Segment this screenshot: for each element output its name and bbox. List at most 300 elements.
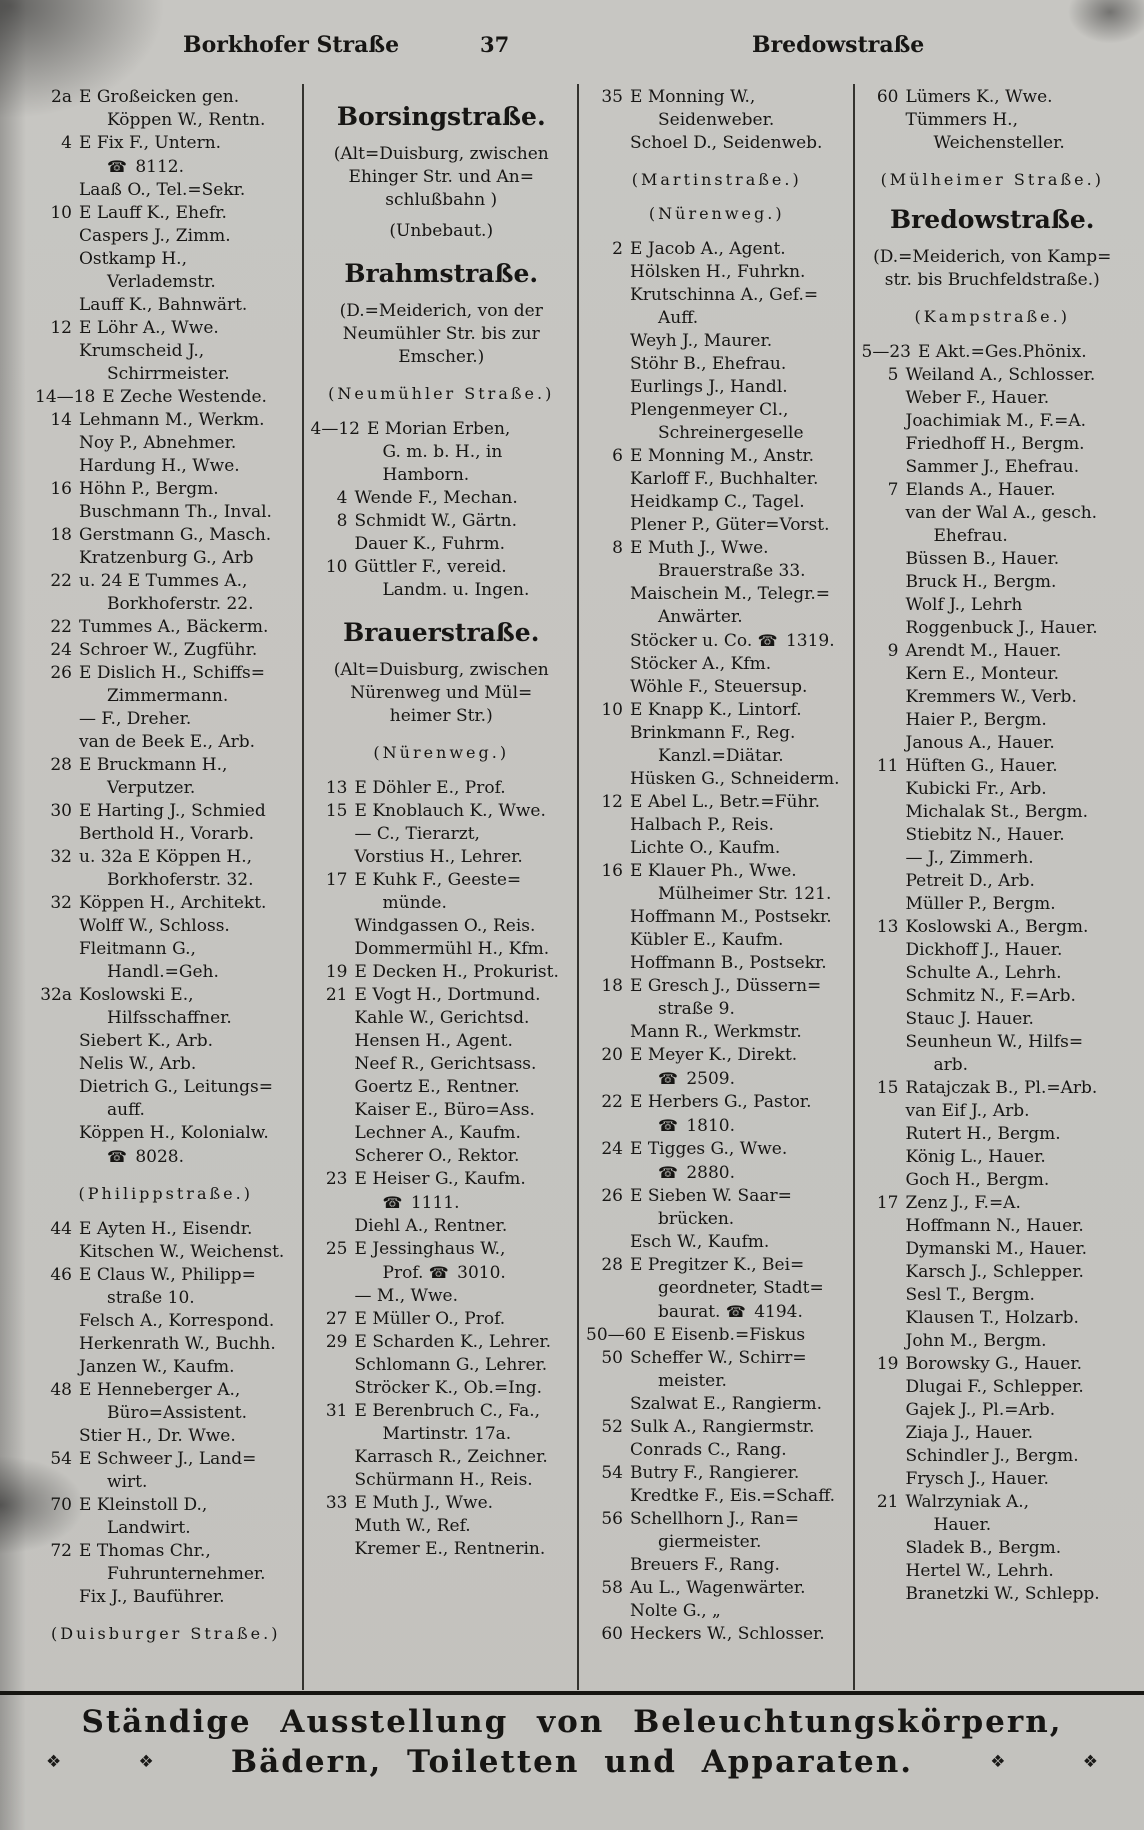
directory-entry [586,1577,848,1623]
directory-entry [586,1091,848,1138]
entry-line: 26 E Dislich H., Schiffs= [35,662,297,685]
entry-line: 2a E Großeicken gen. [35,86,297,109]
house-number: 10 [50,203,72,223]
entry-line: 50 Scheffer W., Schirr= [586,1347,848,1370]
entry-line: Müller P., Bergm. [905,894,1056,914]
house-number: 8 [336,511,348,531]
entry-line: Schirrmeister. [107,364,230,384]
entry-line: Handl.=Geh. [107,962,219,982]
entry-line: Ostkamp H., [79,249,187,269]
house-number: 20 [601,1045,623,1065]
entry-line: Dauer K., Fuhrm. [354,534,506,554]
directory-entry [35,639,297,662]
directory-entry [311,1308,573,1331]
entry-line: Kübler E., Kaufm. [630,930,784,950]
directory-entry [862,479,1124,640]
entry-line: Heidkamp C., Tagel. [630,492,805,512]
entry-line: Prof. ☎ 3010. [382,1263,506,1283]
house-number: 23 [325,1169,348,1189]
house-number: 72 [50,1541,72,1561]
street-description-line: Nürenweg und Mül= [350,683,533,703]
entry-line: 13 E Döhler E., Prof. [311,777,573,800]
entry-line: Esch W., Kaufm. [630,1232,770,1252]
directory-entry [586,1138,848,1185]
entry-line: 16 E Klauer Ph., Wwe. [586,860,848,883]
entry-line: Gajek J., Pl.=Arb. [905,1400,1056,1420]
entry-line: Verputzer. [107,778,196,798]
advertisement-line-1: Ständige Ausstellung von Beleuchtungskörpern, [81,1704,1063,1740]
entry-line: 9 Arendt M., Hauer. [862,640,1124,663]
entry-line: 33 E Muth J., Wwe. [311,1492,573,1515]
phone-icon: ☎ [658,1163,678,1182]
directory-entry [586,1254,848,1324]
directory-entry [586,791,848,860]
entry-line: Janzen W., Kaufm. [79,1357,235,1377]
street-description-line: (Alt=Duisburg, zwischen [333,660,549,680]
entry-line: münde. [382,893,447,913]
directory-entry [311,556,573,602]
directory-entry [862,916,1124,1077]
house-number: 15 [876,1078,899,1098]
entry-line: Ströcker K., Ob.=Ing. [354,1378,543,1398]
entry-line: Köppen W., Rentn. [107,110,266,130]
directory-entry [311,800,573,869]
house-number: 19 [325,962,348,982]
entry-line: — M., Wwe. [354,1286,459,1306]
entry-line: Stöhr B., Ehefrau. [630,354,787,374]
cross-street-note: (Duisburger Straße.) [51,1624,281,1643]
phone-icon: ☎ [382,1193,403,1212]
street-description-line: Emscher.) [398,347,485,367]
advertisement-line-2 [0,1740,1144,1780]
directory-entry [586,699,848,791]
house-number: 50—60 [586,1325,647,1345]
house-number: 14—18 [35,387,96,407]
house-number: 26 [601,1186,623,1206]
column-2 [302,84,578,1690]
entry-line: Conrads C., Rang. [630,1440,787,1460]
directory-entry [35,1448,297,1494]
directory-entry [586,1462,848,1508]
house-number: 19 [876,1354,899,1374]
entry-line: Weichensteller. [933,133,1065,153]
entry-line: Krutschinna A., Gef.= [630,285,819,305]
directory-entry [311,1238,573,1308]
street-description-line: (Alt=Duisburg, zwischen [333,144,549,164]
entry-line: Felsch A., Korrespond. [79,1311,275,1331]
entry-line: Kubicki Fr., Arb. [905,779,1047,799]
entry-line: G. m. b. H., in [382,442,503,462]
entry-line: Joachimiak M., F.=A. [905,411,1087,431]
entry-line: Landm. u. Ingen. [382,580,530,600]
directory-entry [311,961,573,984]
entry-line: Zimmermann. [107,686,229,706]
entry-line: Fix J., Bauführer. [79,1587,225,1607]
entry-line: 15 Ratajczak B., Pl.=Arb. [862,1077,1124,1100]
column-3 [577,84,853,1690]
entry-line: Mülheimer Str. 121. [658,884,832,904]
entry-line: 25 E Jessinghaus W., [311,1238,573,1261]
entry-line: Laaß O., Tel.=Sekr. [79,180,246,200]
entry-line: Roggenbuck J., Hauer. [905,618,1098,638]
house-number: 33 [325,1493,348,1513]
entry-line: 18 Gerstmann G., Masch. [35,524,297,547]
entry-line: Dlugai F., Schlepper. [905,1377,1084,1397]
entry-line: Schindler J., Bergm. [905,1446,1079,1466]
entry-line: Friedhoff H., Bergm. [905,434,1085,454]
entry-line: 18 E Gresch J., Düssern= [586,975,848,998]
entry-line: Schreinergeselle [658,423,804,443]
entry-line: Bruck H., Bergm. [905,572,1057,592]
entry-line: 4—12 E Morian Erben, [310,419,511,439]
entry-line: Nelis W., Arb. [79,1054,197,1074]
entry-line: Stöcker u. Co. ☎ 1319. [630,631,835,651]
entry-line: Tümmers H., [905,110,1018,130]
entry-line: Frysch J., Hauer. [905,1469,1049,1489]
house-number: 60 [876,87,899,107]
entry-line: 21 Walrzyniak A., [862,1491,1124,1514]
directory-entry [35,317,297,386]
house-number: 16 [50,479,72,499]
entry-line: Wolf J., Lehrh [905,595,1023,615]
entry-line: Kaiser E., Büro=Ass. [354,1100,535,1120]
house-number: 56 [601,1509,623,1529]
entry-line: Herkenrath W., Buchh. [79,1334,276,1354]
entry-line: 60 Heckers W., Schlosser. [586,1623,848,1646]
entry-line: Noy P., Abnehmer. [79,433,237,453]
entry-line: arb. [933,1055,969,1075]
directory-entry [35,1264,297,1379]
directory-entry [586,1623,848,1646]
house-number: 15 [325,801,348,821]
entry-line: baurat. ☎ 4194. [658,1302,803,1322]
house-number: 4—12 [310,419,360,439]
directory-entry [862,86,1124,155]
entry-line: Köppen H., Kolonialw. [79,1123,269,1143]
entry-line: 2 E Jacob A., Agent. [586,238,848,261]
street-description-line: str. bis Bruchfeldstraße.) [884,270,1100,290]
house-number: 2a [51,87,72,107]
house-number: 44 [50,1219,72,1239]
entry-line: 17 E Kuhk F., Geeste= [311,869,573,892]
entry-line: ☎ 1111. [382,1193,460,1213]
entry-line: Borkhoferstr. 22. [107,594,254,614]
entry-line: Hoffmann N., Hauer. [905,1216,1084,1236]
house-number: 17 [876,1193,899,1213]
entry-line: straße 10. [107,1288,195,1308]
house-number: 32 [50,847,72,867]
entry-line: 46 E Claus W., Philipp= [35,1264,297,1287]
entry-line: Buschmann Th., Inval. [79,502,272,522]
entry-line: Windgassen O., Reis. [354,916,536,936]
entry-line: 10 E Lauff K., Ehefr. [35,202,297,225]
phone-icon: ☎ [725,1302,746,1321]
house-number: 22 [601,1092,623,1112]
entry-line: Dietrich G., Leitungs= [79,1077,273,1097]
entry-line: 30 E Harting J., Schmied [35,800,297,823]
house-number: 13 [876,917,899,937]
directory-entry [35,846,297,892]
house-number: 21 [325,985,348,1005]
house-number: 4 [336,488,348,508]
cross-street-note: (Neumühler Straße.) [328,384,555,403]
directory-columns [28,84,1128,1690]
entry-line: Eurlings J., Handl. [630,377,788,397]
entry-line: Krumscheid J., [79,341,205,361]
entry-line: 14—18 E Zeche Westende. [35,387,267,407]
house-number: 29 [325,1332,348,1352]
entry-line: 8 Schmidt W., Gärtn. [311,510,573,533]
entry-line: Kratzenburg G., Arb [79,548,254,568]
entry-line: Stauc J. Hauer. [905,1009,1034,1029]
entry-line: 4 E Fix F., Untern. [35,132,297,155]
directory-entry [35,86,297,132]
running-head-left-street: Borkhofer Straße [183,32,400,58]
house-number: 50 [601,1348,623,1368]
entry-line: 22 Tummes A., Bäckerm. [35,616,297,639]
entry-line: Ehefrau. [933,526,1008,546]
entry-line: Fleitmann G., [79,939,196,959]
entry-line: ☎ 2509. [658,1069,736,1089]
entry-line: Dymanski M., Hauer. [905,1239,1088,1259]
entry-line: Hoffmann M., Postsekr. [630,907,832,927]
entry-line: brücken. [658,1209,735,1229]
street-description-line: (D.=Meiderich, von der [339,301,543,321]
street-description-line: heimer Str.) [389,706,493,726]
entry-line: 28 E Pregitzer K., Bei= [586,1254,848,1277]
entry-line: Plengenmeyer Cl., [630,400,789,420]
directory-entry [862,1491,1124,1606]
house-number: 60 [601,1624,623,1644]
directory-entry [586,86,848,155]
street-description [311,220,573,243]
house-number: 10 [601,700,623,720]
house-number: 17 [325,870,348,890]
entry-line: 72 E Thomas Chr., [35,1540,297,1563]
directory-entry [586,1508,848,1577]
entry-line: Kahle W., Gerichtsd. [354,1008,530,1028]
entry-line: 16 Höhn P., Bergm. [35,478,297,501]
entry-line: 12 E Löhr A., Wwe. [35,317,297,340]
house-number: 52 [601,1417,623,1437]
entry-line: Diehl A., Rentner. [354,1216,508,1236]
directory-entry [586,238,848,445]
entry-line: Goch H., Bergm. [905,1170,1050,1190]
house-number: 10 [325,557,348,577]
directory-entry [311,869,573,961]
street-description-line: schlußbahn ) [385,190,498,210]
house-number: 16 [601,861,623,881]
street-heading: Borsingstraße. [336,102,546,131]
entry-line: Lechner A., Kaufm. [354,1123,521,1143]
entry-line: Hensen H., Agent. [354,1031,513,1051]
house-number: 70 [50,1495,72,1515]
diamond-ornament: ❖ [990,1752,1006,1772]
house-number: 28 [601,1255,623,1275]
entry-line: Ziaja J., Hauer. [905,1423,1034,1443]
entry-line: Brauerstraße 33. [658,561,806,581]
entry-line: Büssen B., Hauer. [905,549,1060,569]
entry-line: Berthold H., Vorarb. [79,824,255,844]
street-heading: Brahmstraße. [344,259,539,288]
street-heading: Brauerstraße. [343,618,540,647]
entry-line: auff. [107,1100,145,1120]
entry-line: ☎ 1810. [658,1116,736,1136]
directory-entry [586,1416,848,1462]
entry-line: 32a Koslowski E., [35,984,297,1007]
directory-entry [862,1192,1124,1353]
directory-entry [311,1331,573,1400]
house-number: 32 [50,893,72,913]
directory-entry [35,132,297,202]
cross-street-note: (Nürenweg.) [373,743,510,762]
street-description-line: (D.=Meiderich, von Kamp= [873,247,1112,267]
entry-line: 24 E Tigges G., Wwe. [586,1138,848,1161]
street-description [311,659,573,728]
entry-line: meister. [658,1371,727,1391]
phone-icon: ☎ [757,631,778,650]
entry-line: Brinkmann F., Reg. [630,723,796,743]
entry-line: Schlomann G., Lehrer. [354,1355,548,1375]
house-number: 28 [50,755,72,775]
house-number: 7 [887,480,899,500]
entry-line: Auff. [658,308,699,328]
house-number: 26 [50,663,72,683]
house-number: 54 [601,1463,623,1483]
entry-line: Hilfsschaffner. [107,1008,232,1028]
entry-line: 28 E Bruckmann H., [35,754,297,777]
house-number: 18 [601,976,623,996]
directory-entry [586,860,848,975]
directory-entry [35,1540,297,1609]
entry-line: Seunheun W., Hilfs= [905,1032,1084,1052]
street-description-line: Neumühler Str. bis zur [342,324,540,344]
entry-line: Wöhle F., Steuersup. [630,677,808,697]
house-number: 25 [325,1239,348,1259]
entry-line: 32 u. 32a E Köppen H., [35,846,297,869]
entry-line: 14 Lehmann M., Werkm. [35,409,297,432]
directory-entry [311,487,573,510]
cross-street-note: (Kampstraße.) [914,307,1070,326]
house-number: 54 [50,1449,72,1469]
entry-line: ☎ 8112. [107,157,185,177]
entry-line: Stier H., Dr. Wwe. [79,1426,236,1446]
directory-entry [862,1353,1124,1491]
entry-line: Mann R., Werkmstr. [630,1022,802,1042]
entry-line: König L., Hauer. [905,1147,1046,1167]
entry-line: Branetzki W., Schlepp. [905,1584,1100,1604]
entry-line: Siebert K., Arb. [79,1031,214,1051]
entry-line: Verlademstr. [107,272,216,292]
entry-line: geordneter, Stadt= [658,1278,824,1298]
entry-line: 48 E Henneberger A., [35,1379,297,1402]
entry-line: Landwirt. [107,1518,191,1538]
entry-line: Janous A., Hauer. [905,733,1055,753]
phone-icon: ☎ [658,1116,678,1135]
entry-line: Schürmann H., Reis. [354,1470,533,1490]
directory-entry [862,755,1124,916]
entry-line: 27 E Müller O., Prof. [311,1308,573,1331]
house-number: 14 [50,410,72,430]
entry-line: Stöcker A., Kfm. [630,654,772,674]
entry-line: 15 E Knoblauch K., Wwe. [311,800,573,823]
entry-line: 10 E Knapp K., Lintorf. [586,699,848,722]
page-number: 37 [480,32,510,57]
entry-line: 13 Koslowski A., Bergm. [862,916,1124,939]
phone-icon: ☎ [107,1147,127,1166]
entry-line: 8 E Muth J., Wwe. [586,537,848,560]
house-number: 30 [50,801,72,821]
directory-entry [862,341,1124,364]
directory-entry [35,478,297,524]
entry-line: Weyh J., Maurer. [630,331,773,351]
entry-line: 6 E Monning M., Anstr. [586,445,848,468]
entry-line: Karsch J., Schlepper. [905,1262,1084,1282]
entry-line: Dommermühl H., Kfm. [354,939,550,959]
phone-icon: ☎ [658,1069,678,1088]
entry-line: Fuhrunternehmer. [107,1564,266,1584]
entry-line: Klausen T., Holzarb. [905,1308,1079,1328]
entry-line: Weber F., Hauer. [905,388,1050,408]
entry-line: Haier P., Bergm. [905,710,1047,730]
directory-entry [311,1168,573,1238]
entry-line: 7 Elands A., Hauer. [862,479,1124,502]
entry-line: Szalwat E., Rangierm. [630,1394,823,1414]
entry-line: ☎ 2880. [658,1163,736,1183]
entry-line: Petreit D., Arb. [905,871,1035,891]
house-number: 12 [601,792,623,812]
directory-entry [35,800,297,846]
phone-icon: ☎ [428,1263,449,1282]
directory-entry [586,1324,848,1347]
entry-line: 21 E Vogt H., Dortmund. [311,984,573,1007]
street-description [311,300,573,369]
directory-entry [35,1218,297,1264]
directory-entry [35,984,297,1169]
house-number: 58 [601,1578,623,1598]
entry-line: 22 E Herbers G., Pastor. [586,1091,848,1114]
directory-entry [862,640,1124,755]
entry-line: 23 E Heiser G., Kaufm. [311,1168,573,1191]
entry-line: 22 u. 24 E Tummes A., [35,570,297,593]
house-number: 5 [887,365,899,385]
house-number: 22 [50,617,72,637]
directory-entry [35,1379,297,1448]
directory-entry [311,418,573,487]
cross-street-note: (Nürenweg.) [648,204,785,223]
entry-line: Borkhoferstr. 32. [107,870,254,890]
house-number: 24 [50,640,72,660]
entry-line: John M., Bergm. [905,1331,1047,1351]
house-number: 24 [601,1139,623,1159]
entry-line: 50—60 E Eisenb.=Fiskus [586,1325,806,1345]
entry-line: 56 Schellhorn J., Ran= [586,1508,848,1531]
diamond-ornament: ❖ [46,1752,62,1772]
entry-line: 5 Weiland A., Schlosser. [862,364,1124,387]
entry-line: straße 9. [658,999,735,1019]
street-description-line: Ehinger Str. und An= [348,167,534,187]
house-number: 5—23 [861,342,911,362]
directory-entry [586,1185,848,1254]
house-number: 2 [612,239,623,259]
entry-line: Goertz E., Rentner. [354,1077,520,1097]
house-number: 12 [50,318,72,338]
entry-line: Maischein M., Telegr.= [630,584,831,604]
entry-line: Sesl T., Bergm. [905,1285,1035,1305]
street-description [311,143,573,212]
house-number: 22 [50,571,72,591]
phone-icon: ☎ [107,157,127,176]
